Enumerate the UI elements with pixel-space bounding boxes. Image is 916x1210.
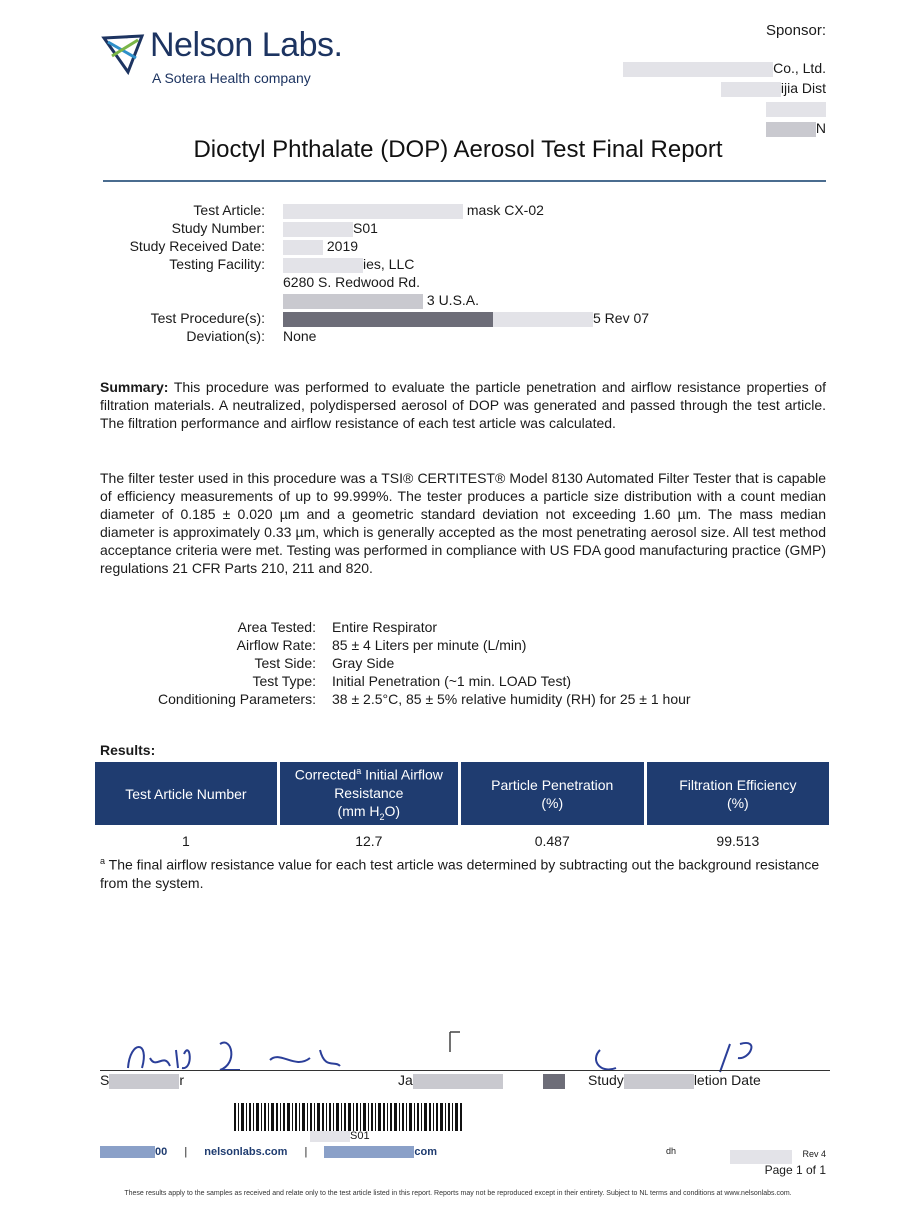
- condition-row: Test Type: Initial Penetration (~1 min. LOAD Test): [252, 673, 572, 689]
- footer-revision: Rev 4: [802, 1149, 826, 1159]
- summary-text: This procedure was performed to evaluate the particle penetration and airflow resistance properties of filtration materials. A neutralized, polydispersed aerosol of DOP was generated and passed through the test article. The filtration performance and airflow resistance of each test article was calculated.: [100, 379, 826, 431]
- sponsor-line: Co., Ltd.: [623, 58, 826, 78]
- header-particle-penetration: Particle Penetration (%): [461, 762, 644, 825]
- cell-penetration: 0.487: [534, 833, 570, 850]
- company-logo: [98, 28, 358, 88]
- condition-row: Test Side: Gray Side: [254, 655, 395, 671]
- footnote: [100, 852, 826, 892]
- info-row-address-2: 3 U.S.A.: [100, 291, 649, 309]
- study-info: [100, 201, 649, 345]
- info-row-study-number: Study Number: S01: [171, 220, 378, 236]
- disclaimer: These results apply to the samples as received and relate only to the test article listed in this report. Reports may not be reproduced except in their entirety. Subject to NL terms and conditions at www.nelsonlabs.com.: [124, 1190, 792, 1197]
- condition-row: Airflow Rate: 85 ± 4 Liters per minute (L/min): [236, 637, 527, 653]
- signature-line: [100, 1070, 830, 1071]
- condition-row: Conditioning Parameters: 38 ± 2.5°C, 85 ± 5% relative humidity (RH) for 25 ± 1 hour: [158, 691, 691, 707]
- report-title: Dioctyl Phthalate (DOP) Aerosol Test Final Report: [193, 136, 723, 163]
- info-row-test-article: Test Article: mask CX-02: [193, 202, 544, 218]
- info-row-received-date: Study Received Date: 2019: [129, 238, 359, 254]
- logo-wordmark: Nelson Labs.: [150, 26, 343, 64]
- summary-paragraph: [100, 378, 826, 432]
- cell-resistance: 12.7: [355, 833, 383, 850]
- condition-row: Area Tested: Entire Respirator: [237, 619, 438, 635]
- header-filtration-efficiency: Filtration Efficiency (%): [647, 762, 829, 825]
- table-row: [95, 825, 829, 854]
- sponsor-line: N: [623, 118, 826, 138]
- footer-left: 00 | nelsonlabs.com | com: [100, 1146, 437, 1158]
- approver-label: Ja: [398, 1072, 565, 1089]
- info-row-test-procedure: Test Procedure(s): 5 Rev 07: [150, 310, 650, 326]
- cell-article: 1: [182, 833, 190, 850]
- footnote-marker: a: [100, 856, 106, 866]
- logo-tagline: A Sotera Health company: [152, 70, 311, 86]
- barcode-caption: S01: [310, 1130, 370, 1142]
- title-divider: [103, 180, 826, 182]
- info-row-testing-facility: Testing Facility: ies, LLC: [169, 256, 415, 272]
- completion-date-label: Study letion Date: [588, 1072, 761, 1088]
- sponsor-label: Sponsor:: [765, 22, 826, 39]
- sponsor-line: [623, 98, 826, 118]
- test-conditions: [100, 618, 691, 708]
- sponsor-line: ijia Dist: [623, 78, 826, 98]
- signer-label: S r: [100, 1072, 185, 1088]
- info-row-deviations: Deviation(s): None: [186, 328, 317, 344]
- footer-initials: dh: [666, 1146, 677, 1156]
- results-table: [92, 762, 832, 854]
- results-heading: Results:: [100, 742, 156, 758]
- nelson-labs-logo-icon: [98, 28, 148, 78]
- header-test-article-number: Test Article Number: [95, 762, 277, 825]
- page-number: Page 1 of 1: [764, 1163, 826, 1177]
- cell-efficiency: 99.513: [716, 833, 760, 850]
- sponsor-block: [623, 58, 826, 138]
- info-row-address-1: 6280 S. Redwood Rd.: [283, 274, 420, 290]
- tester-paragraph: The filter tester used in this procedure was a TSI® CERTITEST® Model 8130 Automated Filter Tester that is capable of efficiency measurements of up to 99.999%. The tester produces a particle size distribution with a count median diameter of 0.185 ± 0.020 µm and a geometric standard deviation not exceeding 1.60 µm. The mass median diameter is approximately 0.33 µm, which is generally accepted as the most penetrating aerosol size. All test method acceptance criteria were met. Testing was performed in compliance with US FDA good manufacturing practice (GMP) regulations 21 CFR Parts 210, 211 and 820.: [100, 470, 826, 576]
- footnote-text: The final airflow resistance value for each test article was determined by subtracting out the background resistance from the system.: [100, 856, 820, 891]
- results-header-row: [95, 762, 829, 825]
- header-airflow-resistance: Corrected$^a$ Initial Airflow Resistance (mm $H_2O$): [280, 762, 458, 825]
- summary-label: Summary:: [100, 379, 169, 395]
- website-link[interactable]: nelsonlabs.com: [204, 1146, 288, 1158]
- barcode: [234, 1103, 462, 1131]
